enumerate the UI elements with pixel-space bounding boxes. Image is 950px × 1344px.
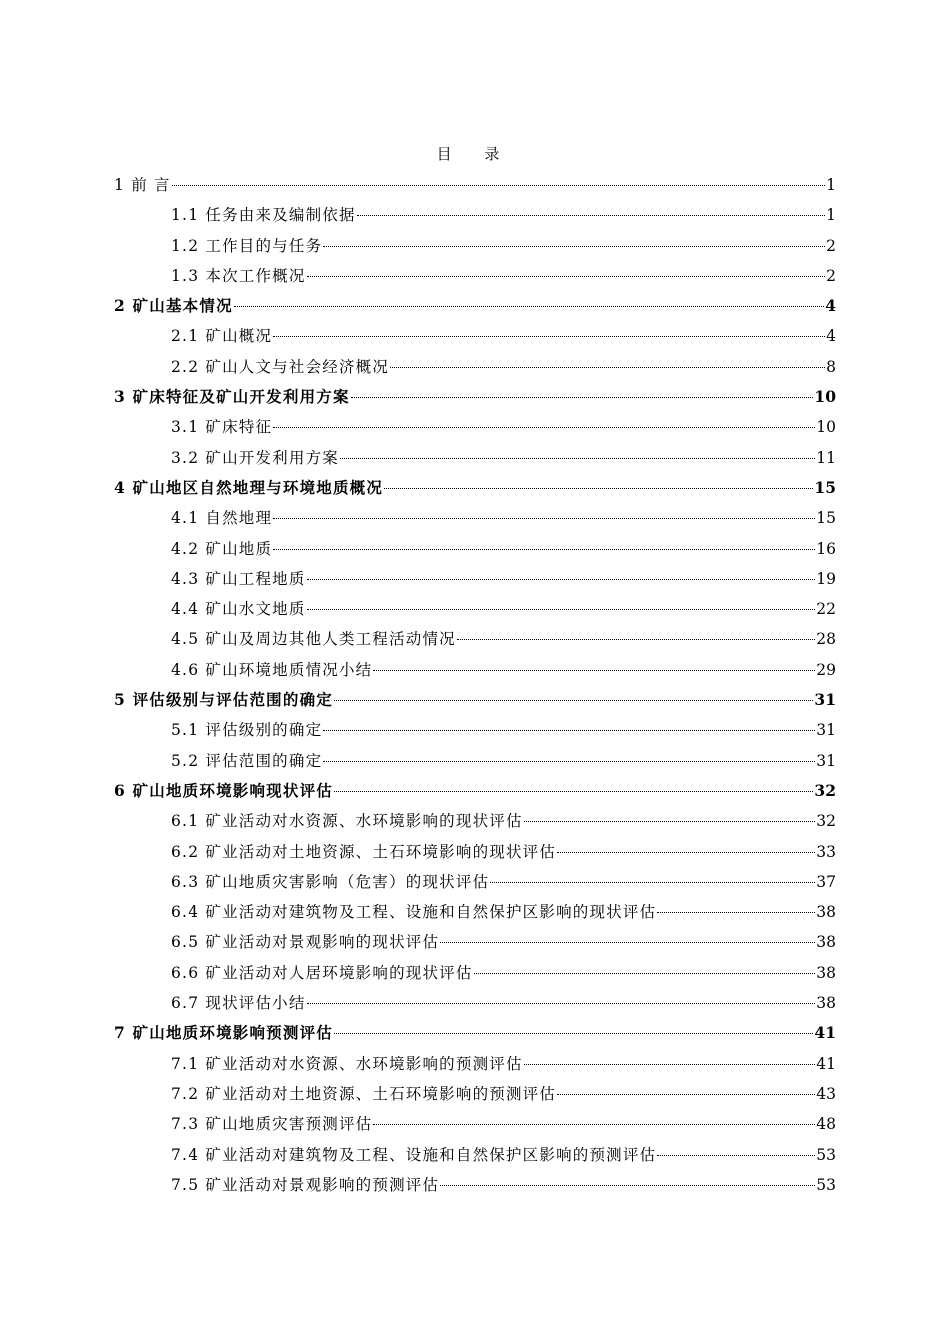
toc-section-entry[interactable] xyxy=(114,1049,836,1079)
toc-section-entry[interactable] xyxy=(114,412,836,442)
toc-dot-leader xyxy=(440,1185,815,1186)
toc-entry-title: 3.1 矿床特征 xyxy=(171,418,273,437)
toc-entry-title: 7 矿山地质环境影响预测评估 xyxy=(114,1023,333,1043)
toc-section-entry[interactable] xyxy=(114,624,836,654)
toc-dot-leader xyxy=(351,397,814,398)
toc-dot-leader xyxy=(657,1155,815,1156)
table-of-contents xyxy=(114,170,836,1200)
toc-page-number: 38 xyxy=(816,963,836,982)
toc-page-number: 8 xyxy=(826,357,836,376)
toc-entry-title: 1.2 工作目的与任务 xyxy=(171,236,323,255)
toc-section-entry[interactable] xyxy=(114,715,836,745)
toc-dot-leader xyxy=(172,185,825,186)
toc-dot-leader xyxy=(657,912,815,913)
toc-page-number: 2 xyxy=(826,266,836,285)
toc-section-entry[interactable] xyxy=(114,443,836,473)
toc-dot-leader xyxy=(490,882,815,883)
toc-section-entry[interactable] xyxy=(114,503,836,533)
toc-page-number: 4 xyxy=(825,296,836,316)
toc-dot-leader xyxy=(340,458,815,459)
toc-entry-title: 7.4 矿业活动对建筑物及工程、设施和自然保护区影响的预测评估 xyxy=(171,1145,657,1164)
toc-page-number: 41 xyxy=(814,1023,836,1043)
page-title: 目 录 xyxy=(436,145,514,163)
toc-dot-leader xyxy=(234,306,824,307)
toc-section-entry[interactable] xyxy=(114,1140,836,1170)
toc-page-number: 38 xyxy=(816,903,836,922)
toc-dot-leader xyxy=(273,336,825,337)
toc-entry-title: 4 矿山地区自然地理与环境地质概况 xyxy=(114,477,384,497)
toc-entry-title: 6.4 矿业活动对建筑物及工程、设施和自然保护区影响的现状评估 xyxy=(171,903,657,922)
toc-page-number: 1 xyxy=(826,206,836,225)
toc-entry-title: 4.1 自然地理 xyxy=(171,509,273,528)
toc-dot-leader xyxy=(524,821,816,822)
toc-chapter-entry[interactable] xyxy=(114,382,836,412)
toc-page-number: 11 xyxy=(816,448,836,467)
toc-chapter-entry[interactable] xyxy=(114,776,836,806)
toc-page-number: 53 xyxy=(816,1145,836,1164)
toc-section-entry[interactable] xyxy=(114,655,836,685)
toc-section-entry[interactable] xyxy=(114,958,836,988)
toc-page-number: 10 xyxy=(814,387,836,407)
toc-section-entry[interactable] xyxy=(114,837,836,867)
toc-entry-title: 6.6 矿业活动对人居环境影响的现状评估 xyxy=(171,963,473,982)
toc-section-entry[interactable] xyxy=(114,927,836,957)
toc-page-number: 10 xyxy=(816,418,836,437)
toc-entry-title: 7.1 矿业活动对水资源、水环境影响的预测评估 xyxy=(171,1054,523,1073)
toc-section-entry[interactable] xyxy=(114,806,836,836)
toc-page-number: 29 xyxy=(816,660,836,679)
toc-page-number: 15 xyxy=(814,477,836,497)
toc-entry-title: 4.5 矿山及周边其他人类工程活动情况 xyxy=(171,630,456,649)
toc-page-number: 1 xyxy=(826,176,836,194)
toc-entry-title: 7.5 矿业活动对景观影响的预测评估 xyxy=(171,1175,440,1194)
toc-dot-leader xyxy=(457,639,815,640)
toc-section-entry[interactable] xyxy=(114,746,836,776)
toc-entry-title: 4.2 矿山地质 xyxy=(171,539,273,558)
toc-section-entry[interactable] xyxy=(114,988,836,1018)
toc-section-entry[interactable] xyxy=(114,200,836,230)
toc-chapter-entry[interactable] xyxy=(114,291,836,321)
toc-entry-title: 6.2 矿业活动对土地资源、土石环境影响的现状评估 xyxy=(171,842,557,861)
toc-entry-title: 1.3 本次工作概况 xyxy=(171,266,306,285)
toc-page-number: 31 xyxy=(816,751,836,770)
toc-entry-title: 3 矿床特征及矿山开发利用方案 xyxy=(114,387,350,407)
toc-section-entry[interactable] xyxy=(114,231,836,261)
toc-page-number: 19 xyxy=(816,569,836,588)
toc-dot-leader xyxy=(307,579,816,580)
toc-page-number: 16 xyxy=(816,539,836,558)
toc-page-number: 32 xyxy=(816,812,836,831)
toc-page-number: 48 xyxy=(816,1115,836,1134)
toc-dot-leader xyxy=(323,761,815,762)
toc-dot-leader xyxy=(334,700,813,701)
toc-page-number: 2 xyxy=(826,236,836,255)
toc-entry-title: 1.1 任务由来及编制依据 xyxy=(171,206,356,225)
toc-entry-title: 6 矿山地质环境影响现状评估 xyxy=(114,780,333,800)
toc-page-number: 38 xyxy=(816,933,836,952)
toc-entry-title: 2.2 矿山人文与社会经济概况 xyxy=(171,357,390,376)
toc-dot-leader xyxy=(440,942,815,943)
toc-dot-leader xyxy=(357,215,825,216)
toc-entry-title: 2 矿山基本情况 xyxy=(114,296,233,316)
toc-entry-title: 2.1 矿山概况 xyxy=(171,327,273,346)
toc-page-number: 31 xyxy=(814,690,836,710)
toc-chapter-entry[interactable] xyxy=(114,473,836,503)
toc-dot-leader xyxy=(384,488,813,489)
toc-dot-leader xyxy=(373,1124,815,1125)
toc-dot-leader xyxy=(373,670,815,671)
toc-section-entry[interactable] xyxy=(114,897,836,927)
toc-section-entry[interactable] xyxy=(114,321,836,351)
toc-section-entry[interactable] xyxy=(114,1170,836,1200)
toc-entry-title: 5.2 评估范围的确定 xyxy=(171,751,323,770)
toc-page-number: 28 xyxy=(816,630,836,649)
toc-section-entry[interactable] xyxy=(114,867,836,897)
toc-page-number: 15 xyxy=(816,509,836,528)
toc-entry-title: 7.3 矿山地质灾害预测评估 xyxy=(171,1115,373,1134)
toc-entry-title: 6.3 矿山地质灾害影响（危害）的现状评估 xyxy=(171,872,490,891)
toc-page-number: 4 xyxy=(826,327,836,346)
toc-entry-title: 5.1 评估级别的确定 xyxy=(171,721,323,740)
toc-section-entry[interactable] xyxy=(114,1109,836,1139)
toc-page-number: 37 xyxy=(816,872,836,891)
toc-entry-title: 1 前 言 xyxy=(114,176,171,194)
toc-section-entry[interactable] xyxy=(114,352,836,382)
toc-entry-title: 6.7 现状评估小结 xyxy=(171,994,306,1013)
toc-section-entry[interactable] xyxy=(114,1079,836,1109)
toc-dot-leader xyxy=(474,973,816,974)
toc-chapter-entry[interactable] xyxy=(114,1018,836,1048)
toc-entry-title: 4.4 矿山水文地质 xyxy=(171,600,306,619)
toc-dot-leader xyxy=(524,1064,816,1065)
toc-dot-leader xyxy=(273,549,815,550)
toc-page-number: 22 xyxy=(816,600,836,619)
toc-dot-leader xyxy=(334,791,813,792)
toc-section-entry[interactable] xyxy=(114,534,836,564)
toc-page-number: 38 xyxy=(816,994,836,1013)
toc-entry-title: 6.1 矿业活动对水资源、水环境影响的现状评估 xyxy=(171,812,523,831)
toc-dot-leader xyxy=(273,518,815,519)
toc-entry-title: 6.5 矿业活动对景观影响的现状评估 xyxy=(171,933,440,952)
toc-page-number: 33 xyxy=(816,842,836,861)
toc-dot-leader xyxy=(307,276,826,277)
toc-chapter-entry[interactable] xyxy=(114,685,836,715)
toc-section-entry[interactable] xyxy=(114,261,836,291)
toc-entry-title: 3.2 矿山开发利用方案 xyxy=(171,448,339,467)
toc-dot-leader xyxy=(323,246,825,247)
toc-dot-leader xyxy=(557,852,815,853)
toc-dot-leader xyxy=(557,1094,815,1095)
toc-page-number: 41 xyxy=(816,1054,836,1073)
toc-section-entry[interactable] xyxy=(114,564,836,594)
toc-entry-title: 4.3 矿山工程地质 xyxy=(171,569,306,588)
toc-entry-title: 7.2 矿业活动对土地资源、土石环境影响的预测评估 xyxy=(171,1084,557,1103)
toc-dot-leader xyxy=(273,427,815,428)
toc-entry-title: 5 评估级别与评估范围的确定 xyxy=(114,690,333,710)
toc-section-entry[interactable] xyxy=(114,594,836,624)
toc-dot-leader xyxy=(307,609,816,610)
toc-entry-title: 4.6 矿山环境地质情况小结 xyxy=(171,660,373,679)
toc-chapter-entry[interactable] xyxy=(114,170,836,200)
toc-page-number: 53 xyxy=(816,1175,836,1194)
toc-page-number: 31 xyxy=(816,721,836,740)
toc-dot-leader xyxy=(307,1003,816,1004)
toc-page-number: 43 xyxy=(816,1084,836,1103)
toc-dot-leader xyxy=(323,730,815,731)
toc-dot-leader xyxy=(334,1033,813,1034)
toc-dot-leader xyxy=(390,367,825,368)
toc-page-number: 32 xyxy=(814,780,836,800)
